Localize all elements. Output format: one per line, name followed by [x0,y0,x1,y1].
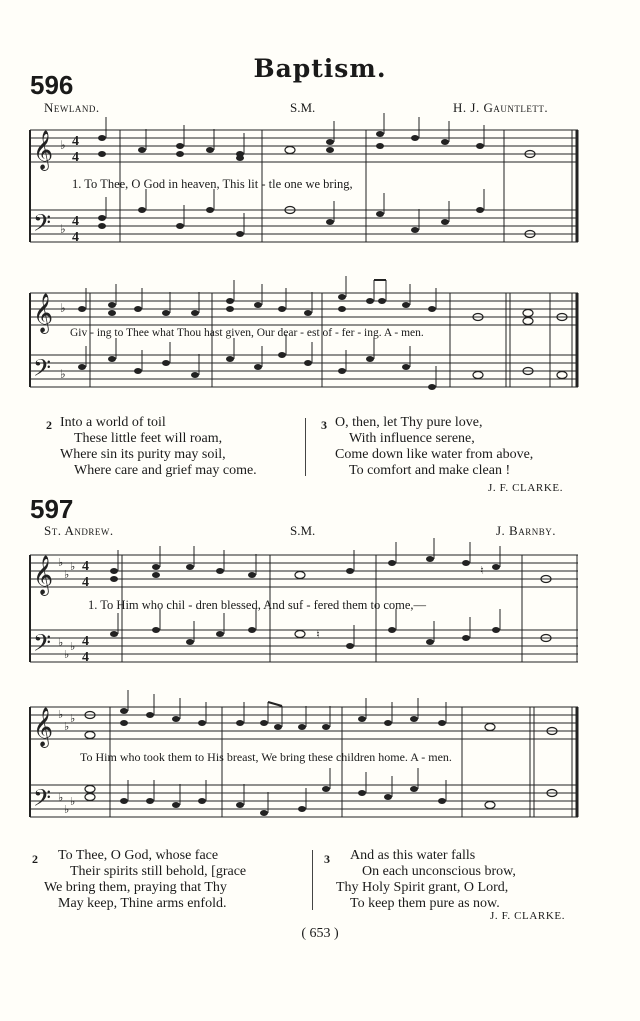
author-596: J. F. CLARKE. [488,482,564,494]
verse-line: To Thee, O God, whose face [58,848,219,863]
svg-text:♭: ♭ [70,796,76,808]
svg-text:𝄞: 𝄞 [33,557,54,594]
svg-text:♭: ♭ [58,792,64,804]
verse-divider [305,418,306,476]
svg-text:♭: ♭ [70,713,76,725]
author-597: J. F. CLARKE. [490,910,566,922]
svg-text:♭: ♭ [60,138,66,152]
verse-line: Thy Holy Spirit grant, O Lord, [336,880,509,895]
svg-text:𝄢: 𝄢 [33,211,52,242]
svg-text:♮: ♮ [316,629,320,641]
music-system-596-2 [30,288,585,418]
lyrics-597-line2: To Him who took them to His breast, We bring these children home. A - men. [80,750,452,764]
svg-text:♭: ♭ [60,367,66,381]
verse-line: Their spirits still behold, [grace [70,864,247,879]
svg-text:𝄢: 𝄢 [33,356,52,387]
verse-divider [312,850,313,910]
svg-text:4: 4 [82,575,89,590]
verse-line: On each unconscious brow, [362,864,516,879]
verse-line: To keep them pure as now. [350,896,500,911]
page-number: ( 653 ) [301,926,339,941]
composer-596: H. J. Gauntlett. [453,100,549,115]
svg-text:♭: ♭ [60,222,66,236]
tune-name-597: St. Andrew. [44,523,114,538]
verse-number-596-3: 3 [321,418,327,432]
verse-597-3 [336,848,516,912]
svg-text:4: 4 [72,214,79,229]
lyrics-596-line1: 1. To Thee, O God in heaven, This lit - tle one we bring, [72,177,353,191]
verse-line: Into a world of toil [60,415,166,430]
verse-597-2 [44,848,246,912]
verse-line: With influence serene, [349,431,475,446]
svg-text:♭: ♭ [58,637,64,649]
verse-line: O, then, let Thy pure love, [335,415,483,430]
svg-text:♭: ♭ [70,561,76,573]
verse-596-2 [60,415,257,479]
svg-text:♭: ♭ [58,557,64,569]
hymn-number-596: 596 [30,70,74,100]
svg-text:♭: ♭ [58,709,64,721]
verse-line: Come down like water from above, [335,447,534,462]
svg-text:♭: ♭ [64,804,70,816]
meter-596: S.M. [290,100,316,115]
verse-line: We bring them, praying that Thy [44,880,227,895]
section-title: Baptism. [253,54,387,83]
verse-line: Where sin its purity may soil, [60,447,226,462]
verse-number-597-2: 2 [32,852,38,866]
svg-text:♭: ♭ [64,569,70,581]
lyrics-596-line2: Giv - ing to Thee what Thou hast given, Our dear - est of - fer - ing. A - men. [70,327,424,339]
verse-line: Where care and grief may come. [74,463,257,478]
svg-text:♭: ♭ [70,641,76,653]
verse-line: These little feet will roam, [74,431,223,446]
svg-text:4: 4 [82,634,89,649]
svg-text:♭: ♭ [60,301,66,315]
verse-line: To comfort and make clean ! [349,463,511,478]
svg-text:♮: ♮ [480,565,484,577]
svg-text:4: 4 [82,559,89,574]
svg-text:4: 4 [72,134,79,149]
meter-597: S.M. [290,523,316,538]
verse-596-3 [335,415,533,479]
svg-text:𝄞: 𝄞 [33,132,54,169]
verse-number-596-2: 2 [46,418,52,432]
music-system-597-2 [30,702,585,830]
svg-text:𝄢: 𝄢 [33,786,52,817]
tune-name-596: Newland. [44,100,100,115]
svg-text:4: 4 [72,150,79,165]
svg-text:4: 4 [82,650,89,665]
hymn-number-597: 597 [30,494,74,524]
svg-text:𝄞: 𝄞 [33,709,54,746]
svg-text:♭: ♭ [64,649,70,661]
svg-text:4: 4 [72,230,79,245]
verse-line: And as this water falls [350,848,476,863]
verse-number-597-3: 3 [324,852,330,866]
lyrics-597-line1: 1. To Him who chil - dren blessed, And suf - fered them to come,— [88,598,427,612]
svg-text:𝄢: 𝄢 [33,631,52,662]
svg-text:♭: ♭ [64,721,70,733]
verse-line: May keep, Thine arms enfold. [58,896,227,911]
composer-597: J. Barnby. [496,523,556,538]
svg-text:𝄞: 𝄞 [33,295,54,332]
